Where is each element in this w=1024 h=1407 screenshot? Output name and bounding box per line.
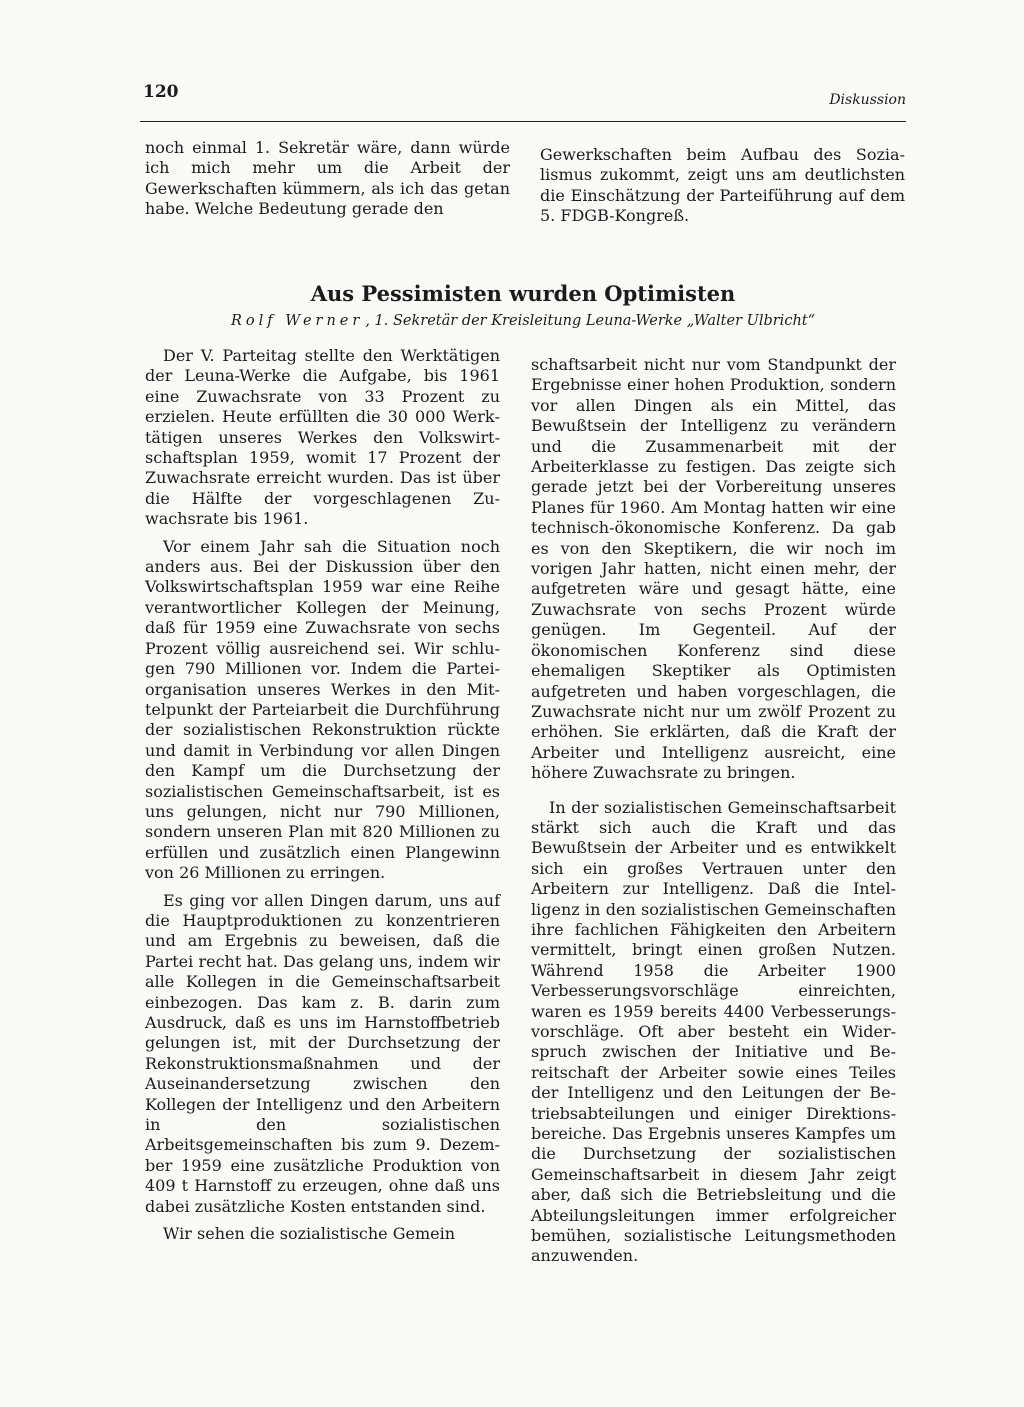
running-head: Diskussion <box>829 92 906 108</box>
author-name: Rolf Werner <box>230 313 364 329</box>
preceding-paragraph: Gewerkschaften beim Aufbau des Sozialismus zukommt, zeigt uns am deutlichsten die Einschätzung der Parteiführung auf dem 5. FDGB-Kongreß. <box>540 145 905 226</box>
header-rule <box>140 121 906 122</box>
preceding-text-right-column <box>540 145 905 234</box>
article-byline <box>140 313 906 329</box>
paragraph: Es ging vor allen Dingen darum, uns auf die Hauptproduktionen zu konzentrieren und am Ergebnis zu beweisen, daß die Partei recht hat. Das gelang uns, indem wir alle Kollegen in die Gemeinschaftsarbeit einbezogen. Das kam z. B. darin zum Ausdruck, daß es uns im Harnstoffbetrieb gelungen ist, mit der Durchsetzung der Rekonstruktionsmaßnahmen und der Auseinandersetzung zwischen den Kollegen der Intelligenz und den Arbeitern in den sozialistischen Arbeitsgemeinschaften bis zum 9. Dezember 1959 eine zusätzliche Produktion von 409 t Harnstoff zu erzeugen, ohne daß uns dabei zusätzliche Kosten entstanden sind. <box>145 890 500 1216</box>
paragraph: In der sozialistischen Gemeinschaftsarbeit stärkt sich auch die Kraft und das Bewußtsein der Arbeiter und es entwikkelt sich ein großes Vertrauen unter den Arbeitern zur Intelligenz. Daß die Intelligenz in den sozialistischen Gemeinschaften ihre fachlichen Fähigkeiten den Arbeitern vermittelt, bringt einen großen Nutzen. Während 1958 die Arbeiter 1900 Verbesserungsvorschläge einreichten, waren es 1959 bereits 4400 Verbesserungsvorschläge. Oft aber besteht ein Widerspruch zwischen der Initiative und Bereitschaft der Arbeiter sowie eines Teiles der Intelligenz und den Leitungen der Betriebsabteilungen und einiger Direktionsbereiche. Das Ergebnis unseres Kampfes um die Durchsetzung der sozialistischen Gemeinschaftsarbeit in diesem Jahr zeigt aber, daß sich die Betriebsleitung und die Abteilungsleitungen immer erfolgreicher bemühen, sozialistische Leitungsmethoden anzuwenden. <box>531 797 896 1266</box>
paragraph: Vor einem Jahr sah die Situation noch anders aus. Bei der Diskussion über den Volkswirtschaftsplan 1959 war eine Reihe verantwortlicher Kollegen der Meinung, daß für 1959 eine Zuwachsrate von sechs Prozent völlig ausreichend sei. Wir schlugen 790 Millionen vor. Indem die Parteiorganisation unseres Werkes in den Mittelpunkt der Parteiarbeit die Durchführung der sozialistischen Rekonstruktion rückte und damit in Verbindung vor allen Dingen den Kampf um die Durchsetzung der sozialistischen Gemeinschaftsarbeit, ist es uns gelungen, nicht nur 790 Millionen, sondern unseren Plan mit 820 Millionen zu erfüllen und zusätzlich einen Plangewinn von 26 Millionen zu erringen. <box>145 536 500 883</box>
paragraph: schaftsarbeit nicht nur vom Standpunkt der Ergebnisse einer hohen Produktion, sondern vor allen Dingen als ein Mittel, das Bewußtsein der Intelligenz zu verändern und die Zusammenarbeit mit der Arbeiterklasse zu festigen. Das zeigte sich gerade jetzt bei der Vorbereitung unseres Planes für 1960. Am Montag hatten wir eine technisch-ökonomische Konferenz. Da gab es von den Skeptikern, die wir noch im vorigen Jahr hatten, nicht einen mehr, der aufgetreten wäre und gesagt hätte, eine Zuwachsrate von sechs Prozent würde genügen. Im Gegenteil. Auf der ökonomischen Konferenz sind diese ehemaligen Skeptiker als Optimisten aufgetreten und haben vorgeschlagen, die Zuwachsrate nicht nur um zwölf Prozent zu erhöhen. Sie erklärten, daß die Kraft der Arbeiter und Intelligenz ausreicht, eine höhere Zuwachsrate zu bringen. <box>531 355 896 783</box>
paragraph: Wir sehen die sozialistische Gemein <box>163 1224 456 1244</box>
page-number: 120 <box>143 82 179 102</box>
article-title: Aus Pessimisten wurden Optimisten <box>310 281 736 306</box>
paragraph: Der V. Parteitag stellte den Werktätigen der Leuna-Werke die Aufgabe, bis 1961 eine Zuwachsrate von 33 Prozent zu erzielen. Heute erfüllten die 30 000 Werktätigen unseres Werkes den Volkswirtschaftsplan 1959, womit 17 Prozent der Zuwachsrate erreicht wurden. Das ist über die Hälfte der vorgeschlagenen Zuwachsrate bis 1961. <box>145 346 500 529</box>
preceding-paragraph: noch einmal 1. Sekretär wäre, dann würde ich mich mehr um die Arbeit der Gewerkschaften kümmern, als ich das getan habe. Welche Bedeutung gerade den <box>145 138 510 219</box>
preceding-text-left-column <box>145 138 510 227</box>
author-role: , 1. Sekretär der Kreisleitung Leuna-Werke „Walter Ulbricht“ <box>365 313 816 329</box>
article-right-column <box>531 355 896 1274</box>
article-left-column <box>145 346 500 1251</box>
